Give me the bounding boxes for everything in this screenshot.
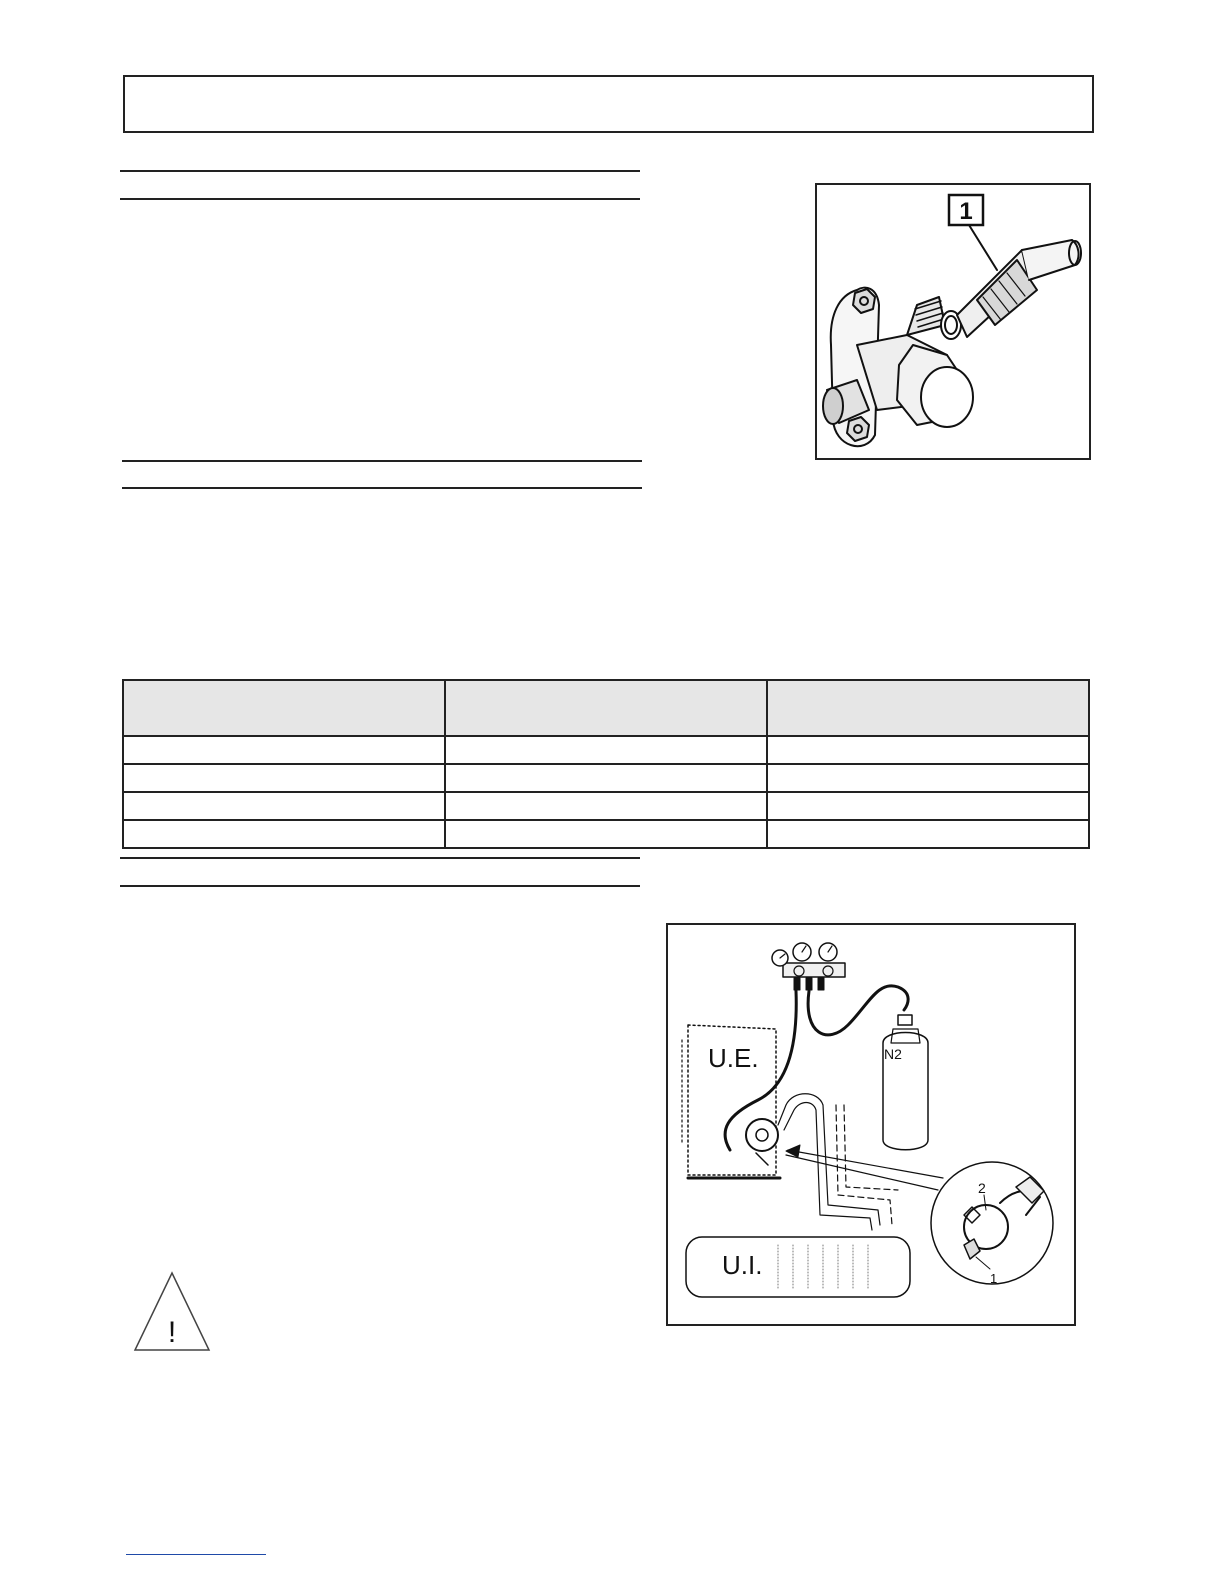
table-cell <box>445 820 767 848</box>
table-row <box>123 736 1089 764</box>
table-cell <box>767 736 1089 764</box>
callout-1-label: 1 <box>959 198 973 225</box>
table-header-cell <box>445 680 767 736</box>
indoor-unit-label: U.I. <box>722 1250 763 1280</box>
flare-valve-illustration <box>817 185 1089 458</box>
table-row <box>123 764 1089 792</box>
section-1-rule-bottom <box>120 198 640 200</box>
table-header-cell <box>123 680 445 736</box>
detail-label-2: 2 <box>978 1180 986 1196</box>
table-cell <box>767 792 1089 820</box>
table-cell <box>767 820 1089 848</box>
detail-label-1: 1 <box>990 1271 998 1286</box>
section-1-rule-top <box>120 170 640 172</box>
table-cell <box>123 736 445 764</box>
data-table <box>122 679 1090 845</box>
title-box <box>123 75 1094 133</box>
table-cell <box>445 764 767 792</box>
table-cell <box>445 736 767 764</box>
footer-link-underline[interactable] <box>126 1554 266 1555</box>
table-cell <box>123 792 445 820</box>
section-2-rule-bottom <box>122 487 642 489</box>
table-row <box>123 820 1089 848</box>
table-cell <box>445 792 767 820</box>
table-cell <box>123 820 445 848</box>
warning-symbol: ! <box>167 1316 177 1349</box>
table-row <box>123 792 1089 820</box>
nitrogen-cylinder-label: N2 <box>884 1046 902 1062</box>
section-3-rule-top <box>120 857 640 859</box>
outdoor-unit-label: U.E. <box>708 1043 759 1073</box>
pressure-test-figure <box>666 923 1076 1326</box>
flare-valve-figure <box>815 183 1091 460</box>
section-2-rule-top <box>122 460 642 462</box>
table-cell <box>767 764 1089 792</box>
warning-icon <box>132 1270 212 1354</box>
pressure-test-illustration <box>668 925 1074 1324</box>
table-cell <box>123 764 445 792</box>
table-header-cell <box>767 680 1089 736</box>
table-header-row <box>123 680 1089 736</box>
section-3-rule-bottom <box>120 885 640 887</box>
